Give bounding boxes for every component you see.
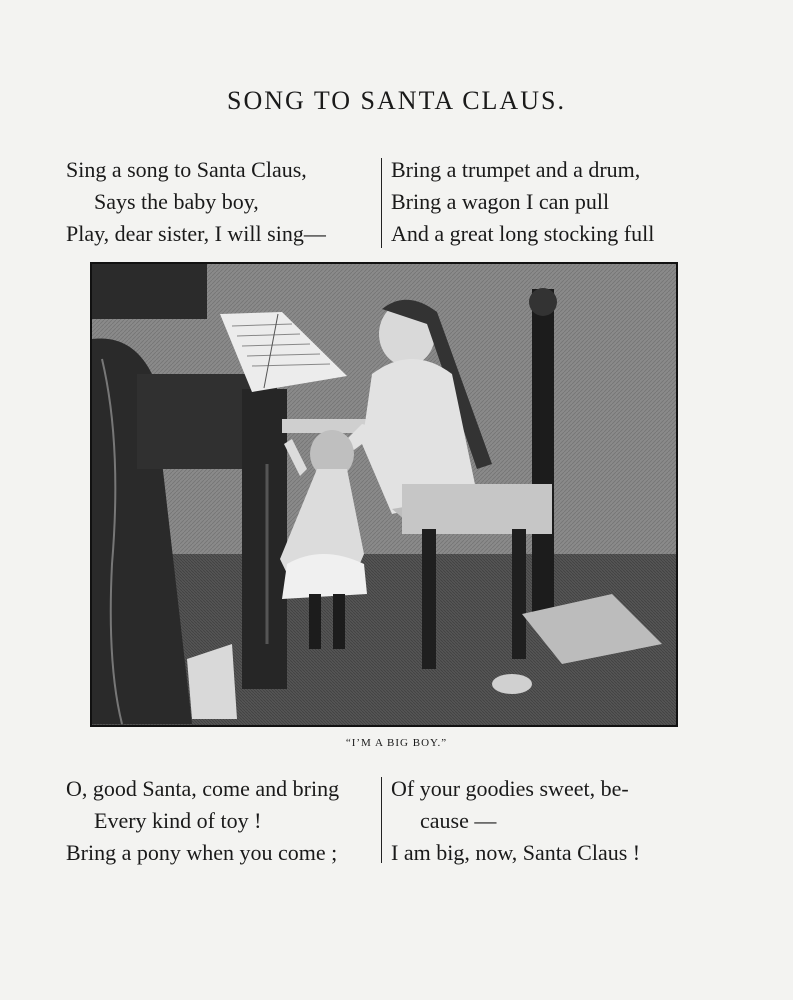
verse-line: I am big, now, Santa Claus ! xyxy=(391,840,641,865)
verse-line: cause — xyxy=(420,808,497,833)
verse-word: goodies xyxy=(465,776,534,801)
verse-word: be- xyxy=(600,776,629,801)
illustration-caption: “I’M A BIG BOY.” xyxy=(345,737,448,749)
verse-word: your xyxy=(419,776,461,801)
verse-line: O, good Santa, come and bring xyxy=(66,776,340,801)
stanza-1-left xyxy=(66,154,326,250)
verse-line: Bring a wagon I can pull xyxy=(391,189,610,214)
verse-line: And a great long stocking full xyxy=(391,221,655,246)
verse-line: Bring a trumpet and a drum, xyxy=(391,157,641,182)
column-divider xyxy=(381,777,382,863)
verse-line: Bring a pony when you come ; xyxy=(66,840,338,865)
verse-line xyxy=(391,773,699,805)
illustration-girl-and-boy-at-piano xyxy=(90,262,678,727)
page-title: SONG TO SANTA CLAUS. xyxy=(227,86,566,115)
stanza-2-left xyxy=(66,773,339,869)
verse-line: Says the baby boy, xyxy=(94,189,259,214)
stanza-1-right xyxy=(391,154,654,250)
stanza-2-right xyxy=(391,773,699,869)
verse-line: Play, dear sister, I will sing— xyxy=(66,221,326,246)
column-divider xyxy=(381,158,382,248)
verse-word: Of xyxy=(391,776,415,801)
engraving-image xyxy=(92,264,676,725)
verse-line: Every kind of toy ! xyxy=(94,808,262,833)
verse-line: Sing a song to Santa Claus, xyxy=(66,157,307,182)
verse-word: sweet, xyxy=(539,776,596,801)
